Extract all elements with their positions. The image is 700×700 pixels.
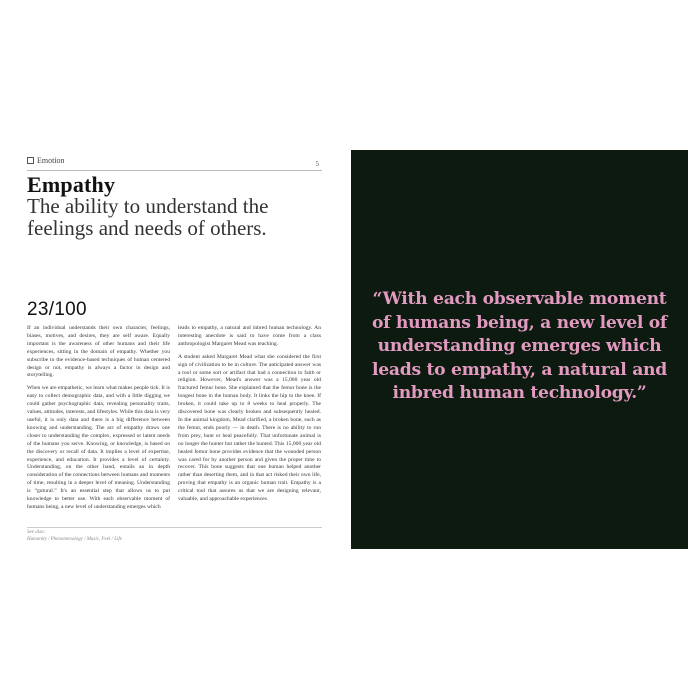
footer-divider [27,527,322,528]
section-label: Emotion [37,156,65,165]
page-subtitle: The ability to understand the feelings and needs of others. [27,194,269,240]
page-title: Empathy [27,172,116,197]
footnote [27,530,122,543]
section-header [27,156,65,165]
square-icon [27,157,34,164]
body-paragraph: A student asked Margaret Mead what she considered the first sign of civilization to be in culture. The anticipated answer was a tool or some sort or artifact that had a connection to faith or religion. However, Mead's answer was a 15,000 year old fractured femur bone. She explained that the femur bone is the longest bone in the human body. It links the hip to the knee. If broken, it could take up to 8 weeks to heal properly. The discovered bone was clearly broken and subsequently healed. In the animal kingdom, Mead clarified, a broken bone, such as the femur, ends poorly — in death. There is no ability to run from prey, hunt or heal peacefully. That unfortunate animal is no longer the hunter but rather the hunted. This 15,000 year old healed femur bone provides evidence that the wounded person was cared for by another person and given the proper time to recover. This bone suggests that one human helped another rather than deserting them, and in that act risked their own life, proving that empathy is an organic human trait. Empathy is a critical tool that assures us that we are designing relevant, valuable, and approachable experiences. [178,353,321,503]
header-divider [27,170,322,171]
left-page [18,150,348,550]
body-paragraph: If an individual understands their own character, feelings, biases, motives, and desires, they are self aware. Equally important is the awareness of other humans and their life experiences, sitting in the domain of empathy. Whether you subscribe to the evidence-based techniques of human centered design or not, empathy is always a factor in design and storytelling. [27,325,170,379]
stat-figure: 23/100 [27,299,87,320]
body-column-1 [27,325,170,517]
body-column-2 [178,325,321,509]
footnote-links: Humanity / Phenomenology / Music, Feel / Life [27,536,122,542]
page-number: 5 [315,160,319,168]
pull-quote: “With each observable moment of humans being, a new level of understanding emerges which leads to empathy, a natural and inbred human technology.” [371,289,668,404]
footnote-label: See also: [27,530,46,535]
body-paragraph: leads to empathy, a natural and inbred human technology. An interesting anecdote is said to have come from a class anthropologist Margaret Mead was teaching. [178,325,321,347]
quote-page [351,150,688,549]
body-paragraph: When we are empathetic, we learn what makes people tick. It is easy to collect demographic data, and with a little digging we could gather psychographic data, revealing personality traits, values, attitudes, interests, and lifestyles. While this data is very useful, it is only data and there is a big difference between knowing and understanding. The act of empathy draws one closer to understanding the complex, expressed or latent needs of the humans you serve. Knowing, or knowledge, is based on the discovery or recall of data. It implies a level of expertise, experience, and education. It provides a level of certainty. Understanding, on the other hand, entails an in depth consideration of the connections between humans and moments of time, resulting in a deeper level of meaning. Understanding is “gutural.” It's an essential step that allows us to put knowledge to better use. With each observable moment of humans being, a new level of understanding emerges which [27,385,170,510]
